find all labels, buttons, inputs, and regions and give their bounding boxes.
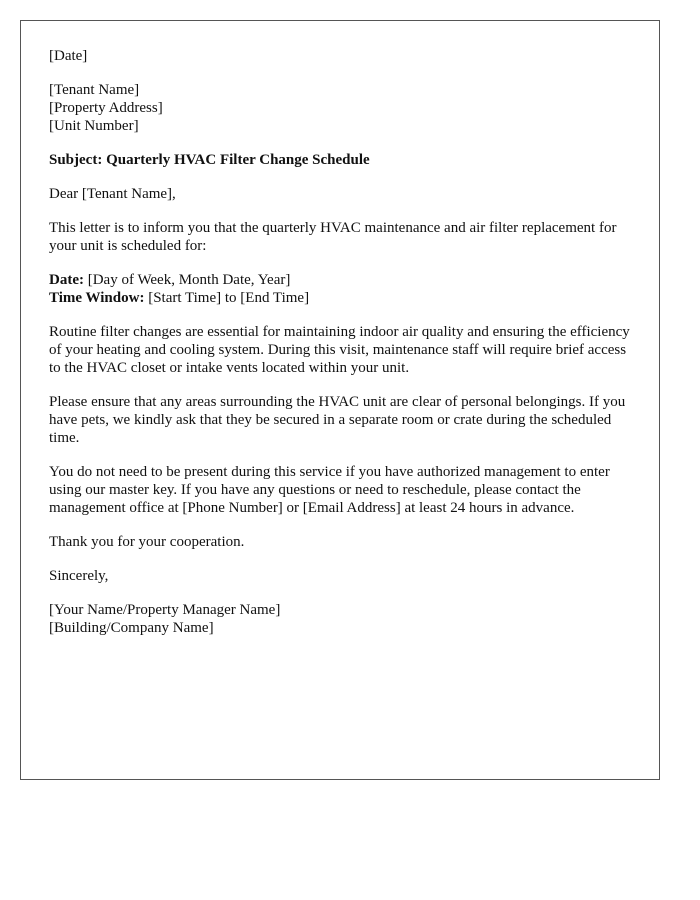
schedule-date-label: Date: <box>49 272 84 288</box>
closing-text: Sincerely, <box>49 568 109 584</box>
recipient-name: [Tenant Name] <box>49 82 140 98</box>
thanks-line <box>49 533 631 551</box>
letter-page <box>20 20 660 780</box>
thanks-text: Thank you for your cooperation. <box>49 534 245 550</box>
routine-text: Routine filter changes are essential for maintaining indoor air quality and ensuring the efficiency of your heating and cooling system. During this visit, maintenance staff will require brief access to the HVAC closet or intake vents located within your unit. <box>49 324 630 376</box>
closing-line <box>49 567 631 585</box>
schedule-time-line <box>49 289 631 307</box>
intro-paragraph <box>49 219 631 255</box>
schedule-date-line <box>49 271 631 289</box>
intro-text: This letter is to inform you that the quarterly HVAC maintenance and air filter replacement for your unit is scheduled for: <box>49 220 617 254</box>
recipient-block <box>49 81 631 135</box>
schedule-date-value: [Day of Week, Month Date, Year] <box>83 272 291 288</box>
routine-paragraph <box>49 323 631 377</box>
recipient-unit: [Unit Number] <box>49 118 139 134</box>
salutation-text: Dear [Tenant Name], <box>49 186 176 202</box>
subject-text: Subject: Quarterly HVAC Filter Change Schedule <box>49 152 370 168</box>
contact-text: You do not need to be present during this service if you have authorized management to enter using our master key. If you have any questions or need to reschedule, please contact the management office at [Phone Number] or [Email Address] at least 24 hours in advance. <box>49 464 610 516</box>
letter-date <box>49 47 631 65</box>
schedule-time-label: Time Window: <box>49 290 145 306</box>
signature-block <box>49 601 631 637</box>
date-text: [Date] <box>49 48 88 64</box>
signature-name: [Your Name/Property Manager Name] <box>49 602 281 618</box>
subject-line <box>49 151 631 169</box>
schedule-time-value: [Start Time] to [End Time] <box>144 290 310 306</box>
schedule-block <box>49 271 631 307</box>
pets-paragraph <box>49 393 631 447</box>
salutation <box>49 185 631 203</box>
recipient-address: [Property Address] <box>49 100 163 116</box>
contact-paragraph <box>49 463 631 517</box>
pets-text: Please ensure that any areas surrounding the HVAC unit are clear of personal belongings. If you have pets, we kindly ask that they be secured in a separate room or crate during the scheduled time. <box>49 394 626 446</box>
signature-company: [Building/Company Name] <box>49 620 214 636</box>
